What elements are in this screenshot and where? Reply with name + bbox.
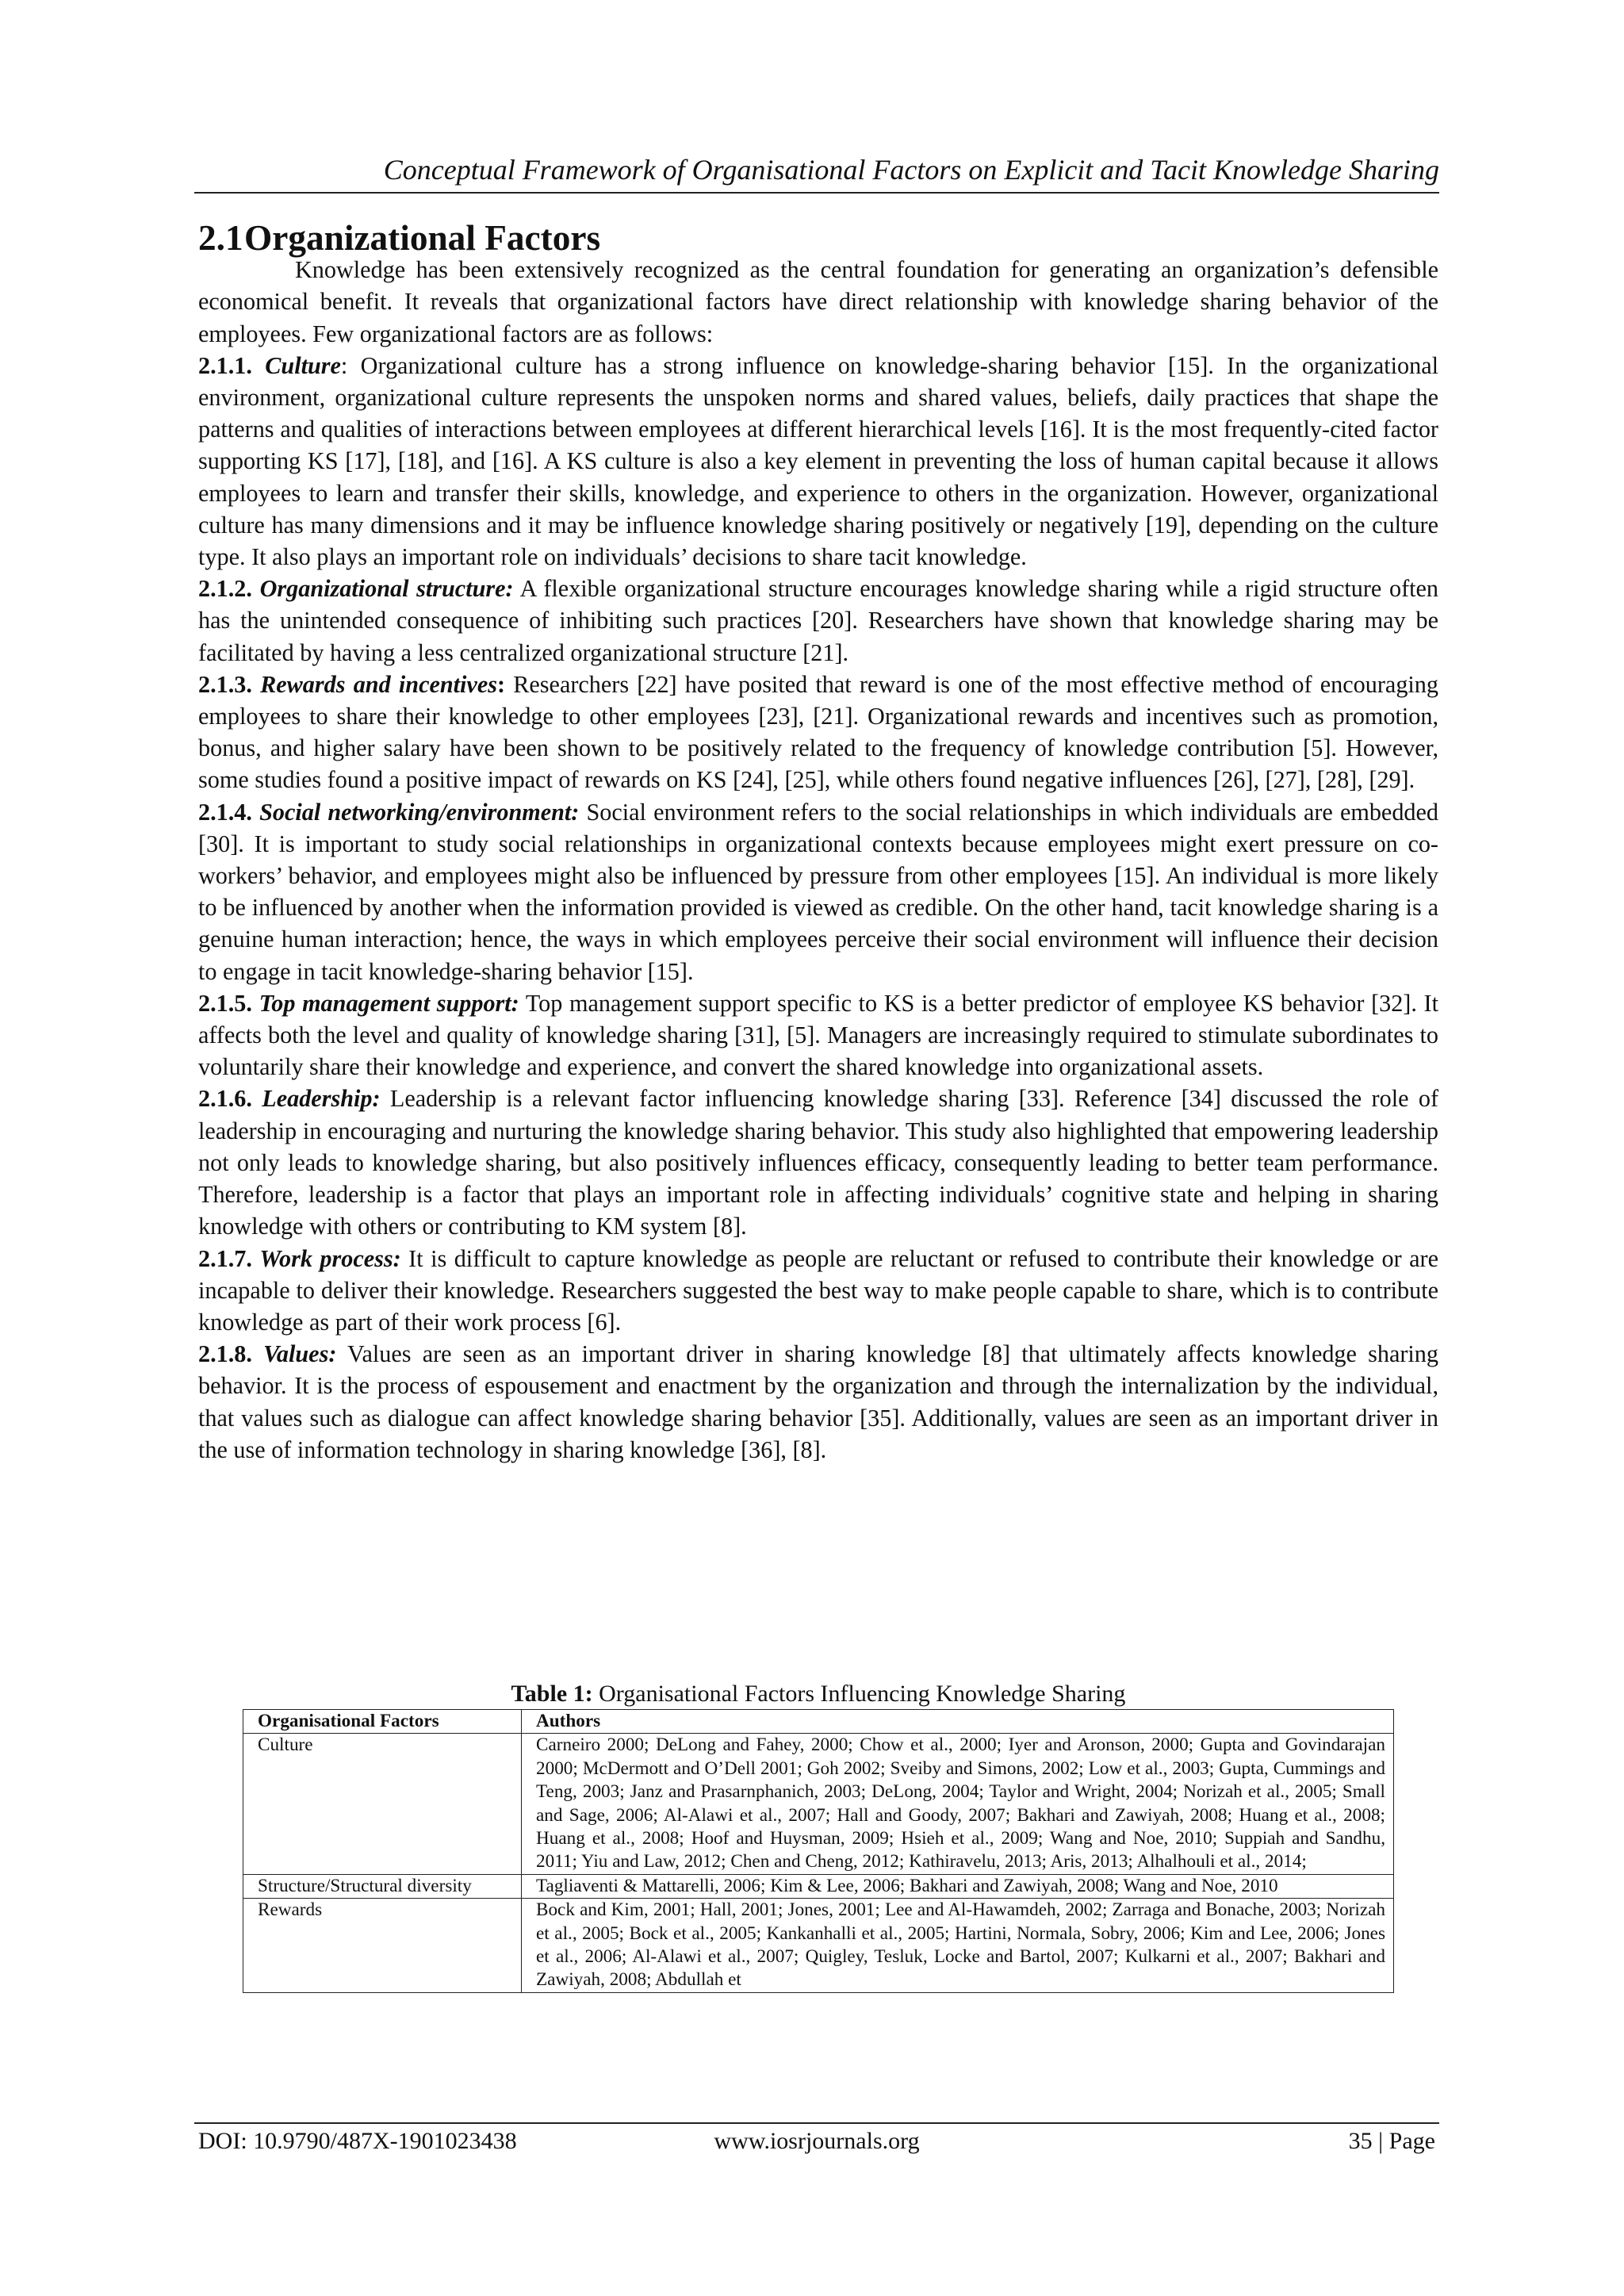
subsection-number: 2.1.2. — [198, 575, 252, 603]
subsection-title: Leadership: — [262, 1085, 381, 1113]
page-number: 35 | Page — [1348, 2128, 1435, 2154]
column-header-factors: Organisational Factors — [243, 1710, 522, 1734]
table-row — [243, 1899, 1394, 1993]
table-header-row — [243, 1710, 1394, 1734]
subsection-text: Social environment refers to the social relationships in which individuals are embedded [30]. It is important to study social relationships in organizational contexts because employees might exert pressure on co-workers’ behavior, and employees might also be influenced by pressure from other employees [15]. An individual is more likely to be influenced by another when the information provided is viewed as credible. On the other hand, tacit knowledge sharing is a genuine human interaction; hence, the ways in which employees perceive their social environment will influence their decision to engage in tacit knowledge-sharing behavior [15]. — [198, 798, 1439, 985]
subsection-number: 2.1.5. — [198, 989, 252, 1017]
subsection-separator: : — [340, 351, 348, 379]
subsection-values — [198, 1338, 1438, 1466]
subsection-text: Researchers [22] have posited that reward is one of the most effective method of encouraging employees to share their knowledge to other employees [23], [21]. Organizational rewards and incentives such as promotion, bonus, and higher salary have been shown to be positively related to the frequency of knowledge contribution [5]. However, some studies found a positive impact of rewards on KS [24], [25], while others found negative influences [26], [27], [28], [29]. — [198, 670, 1438, 794]
subsection-title: Rewards and incentives — [260, 670, 497, 698]
subsection-title: Organizational structure: — [259, 575, 514, 603]
subsection-title: Values: — [263, 1340, 337, 1368]
subsection-number: 2.1.1. — [198, 351, 252, 379]
journal-website[interactable]: www.iosrjournals.org — [714, 2128, 920, 2154]
subsection-organizational-structure — [198, 573, 1438, 669]
section-title: Organizational Factors — [244, 218, 601, 258]
section-number: 2.1 — [198, 218, 243, 258]
subsection-number: 2.1.4. — [198, 798, 252, 826]
section-heading — [198, 218, 1438, 258]
subsection-separator: : — [496, 670, 506, 698]
header-divider — [194, 192, 1439, 194]
subsection-title: Culture — [265, 351, 341, 379]
subsection-work-process — [198, 1243, 1438, 1339]
column-header-authors: Authors — [522, 1710, 1394, 1734]
subsection-title: Top management support: — [259, 989, 519, 1017]
factor-cell: Rewards — [243, 1899, 522, 1993]
subsection-culture — [198, 350, 1438, 573]
factor-cell: Culture — [243, 1734, 522, 1874]
subsection-leadership — [198, 1083, 1438, 1242]
table-row — [243, 1734, 1394, 1874]
subsection-text: It is difficult to capture knowledge as people are reluctant or refused to contribute their knowledge or are incapable to deliver their knowledge. Researchers suggested the best way to make people capable to share, which is to contribute knowledge as part of their work process [6]. — [198, 1244, 1438, 1336]
subsection-number: 2.1.3. — [198, 670, 252, 698]
subsection-number: 2.1.6. — [198, 1085, 252, 1113]
subsection-text: Values are seen as an important driver in sharing knowledge [8] that ultimately affects knowledge sharing behavior. It is the process of espousement and enactment by the organization and through the internalization by the individual, that values such as dialogue can affect knowledge sharing behavior [35]. Additionally, values are seen as an important driver in the use of information technology in sharing knowledge [36], [8]. — [198, 1340, 1438, 1463]
table-caption — [198, 1679, 1438, 1709]
doi-text: DOI: 10.9790/487X-1901023438 — [198, 2128, 517, 2154]
subsection-text: Top management support specific to KS is a better predictor of employee KS behavior [32]. It affects both the level and quality of knowledge sharing [31], [5]. Managers are increasingly required to stimulate subordinates to voluntarily share their knowledge and experience, and convert the shared knowledge into organizational assets. — [198, 989, 1438, 1081]
subsection-top-management-support — [198, 987, 1438, 1083]
subsection-title: Social networking/environment: — [259, 798, 580, 826]
authors-cell: Bock and Kim, 2001; Hall, 2001; Jones, 2001; Lee and Al-Hawamdeh, 2002; Zarraga and Bonache, 2003; Norizah et al., 2005; Bock et al., 2005; Kankanhalli et al., 2005; Hartini, Normala, Sobry, 2006; Kim and Lee, 2006; Jones et al., 2006; Al-Alawi et al., 2007; Quigley, Tesluk, Locke and Bartol, 2007; Kulkarni et al., 2007; Bakhari and Zawiyah, 2008; Abdullah et — [522, 1899, 1394, 1993]
table-caption-label: Table 1: — [511, 1681, 593, 1707]
running-header: Conceptual Framework of Organisational Factors on Explicit and Tacit Knowledge Sharing — [383, 154, 1439, 186]
table-caption-text: Organisational Factors Influencing Knowledge Sharing — [592, 1681, 1126, 1707]
subsection-number: 2.1.7. — [198, 1244, 252, 1272]
subsection-rewards-and-incentives — [198, 669, 1438, 796]
footer-divider — [194, 2122, 1439, 2124]
organisational-factors-table — [243, 1709, 1394, 1993]
subsection-text: Organizational culture has a strong influence on knowledge-sharing behavior [15]. In the organizational environment, organizational culture represents the unspoken norms and shared values, beliefs, daily practices that shape the patterns and qualities of interactions between employees at different hierarchical levels [16]. It is the most frequently-cited factor supporting KS [17], [18], and [16]. A KS culture is also a key element in preventing the loss of human capital because it allows employees to learn and transfer their skills, knowledge, and experience to others in the organization. However, organizational culture has many dimensions and it may be influence knowledge sharing positively or negatively [19], depending on the culture type. It also plays an important role on individuals’ decisions to share tacit knowledge. — [198, 351, 1439, 571]
table-row — [243, 1874, 1394, 1898]
subsection-title: Work process: — [259, 1244, 401, 1272]
body-text — [198, 218, 1439, 1466]
section-intro: Knowledge has been extensively recognized as the central foundation for generating an organization’s defensible economical benefit. It reveals that organizational factors have direct relationship with knowledge sharing behavior of the employees. Few organizational factors are as follows: — [198, 256, 1438, 347]
subsection-text: A flexible organizational structure encourages knowledge sharing while a rigid structure often has the unintended consequence of inhibiting such practices [20]. Researchers have shown that knowledge sharing may be facilitated by having a less centralized organizational structure [21]. — [198, 575, 1439, 666]
subsection-social-networking — [198, 796, 1438, 987]
subsection-number: 2.1.8. — [198, 1340, 252, 1368]
authors-cell: Carneiro 2000; DeLong and Fahey, 2000; Chow et al., 2000; Iyer and Aronson, 2000; Gupta and Govindarajan 2000; McDermott and O’Dell 2001; Goh 2002; Sveiby and Simons, 2002; Low et al., 2003; Gupta, Cummings and Teng, 2003; Janz and Prasarnphanich, 2003; DeLong, 2004; Taylor and Wright, 2004; Norizah et al., 2005; Small and Sage, 2006; Al-Alawi et al., 2007; Hall and Goody, 2007; Bakhari and Zawiyah, 2008; Huang et al., 2008; Huang et al., 2008; Hoof and Huysman, 2009; Hsieh et al., 2009; Wang and Noe, 2010; Suppiah and Sandhu, 2011; Yiu and Law, 2012; Chen and Cheng, 2012; Kathiravelu, 2013; Aris, 2013; Alhalhouli et al., 2014; — [522, 1734, 1394, 1874]
authors-cell: Tagliaventi & Mattarelli, 2006; Kim & Lee, 2006; Bakhari and Zawiyah, 2008; Wang and Noe, 2010 — [522, 1874, 1394, 1898]
subsection-text: Leadership is a relevant factor influencing knowledge sharing [33]. Reference [34] discussed the role of leadership in encouraging and nurturing the knowledge sharing behavior. This study also highlighted that empowering leadership not only leads to knowledge sharing, but also positively influences efficacy, consequently leading to better team performance. Therefore, leadership is a factor that plays an important role in affecting individuals’ cognitive state and helping in sharing knowledge with others or contributing to KM system [8]. — [198, 1085, 1438, 1240]
factor-cell: Structure/Structural diversity — [243, 1874, 522, 1898]
